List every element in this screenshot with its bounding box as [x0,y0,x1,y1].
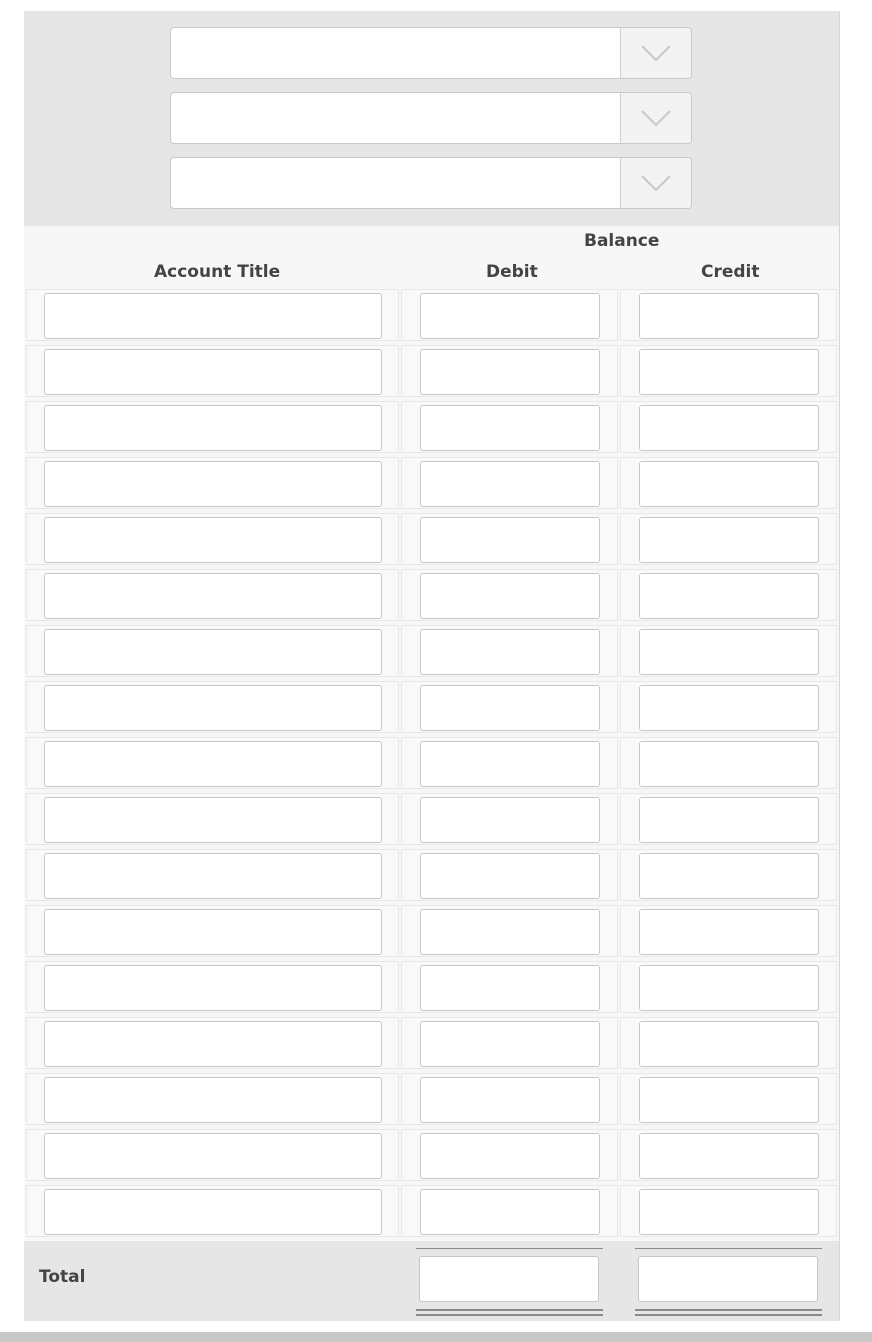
account-title-input[interactable] [44,461,382,507]
table-cell [26,401,399,453]
table-cell [26,289,399,341]
double-underline [416,1309,603,1311]
double-underline [635,1309,822,1311]
table-cell [26,905,399,957]
table-cell [620,961,837,1013]
table-cell [620,737,837,789]
company-name-dropdown[interactable] [170,27,692,79]
debit-input[interactable] [420,853,600,899]
credit-input[interactable] [639,909,819,955]
trial-balance-panel [24,11,840,1321]
debit-input[interactable] [420,1077,600,1123]
table-cell [620,289,837,341]
sum-line [416,1248,603,1249]
table-cell [620,401,837,453]
table-cell [401,1185,618,1237]
table-cell [26,793,399,845]
table-cell [401,569,618,621]
dropdown-toggle[interactable] [620,93,691,143]
account-title-input[interactable] [44,1021,382,1067]
table-cell [620,681,837,733]
table-cell [620,793,837,845]
table-cell [620,905,837,957]
account-title-input[interactable] [44,741,382,787]
table-row [24,959,839,1015]
table-cell [26,1017,399,1069]
table-cell [401,905,618,957]
table-cell [620,1073,837,1125]
table-row [24,847,839,903]
credit-input[interactable] [639,573,819,619]
table-cell [620,1017,837,1069]
total-row [24,1241,839,1321]
dropdown-toggle[interactable] [620,158,691,208]
table-cell [620,1185,837,1237]
table-cell [401,1073,618,1125]
table-row [24,567,839,623]
table-cell [26,457,399,509]
table-cell [26,681,399,733]
account-title-input[interactable] [44,293,382,339]
table-cell [26,961,399,1013]
table-cell [620,569,837,621]
table-cell [401,457,618,509]
credit-input[interactable] [639,965,819,1011]
table-row [24,623,839,679]
debit-input[interactable] [420,1133,600,1179]
credit-input[interactable] [639,1189,819,1235]
account-title-input[interactable] [44,685,382,731]
table-cell [401,625,618,677]
table-row [24,511,839,567]
table-row [24,679,839,735]
debit-input[interactable] [420,349,600,395]
credit-input[interactable] [639,461,819,507]
debit-input[interactable] [420,685,600,731]
account-title-input[interactable] [44,965,382,1011]
table-cell [620,513,837,565]
table-cell [26,849,399,901]
debit-input[interactable] [420,797,600,843]
table-cell [620,457,837,509]
credit-input[interactable] [639,405,819,451]
debit-input[interactable] [420,573,600,619]
debit-input[interactable] [420,1189,600,1235]
account-title-input[interactable] [44,1077,382,1123]
debit-input[interactable] [420,629,600,675]
credit-input[interactable] [639,741,819,787]
credit-input[interactable] [639,293,819,339]
table-cell [401,289,618,341]
table-cell [26,1073,399,1125]
account-title-input[interactable] [44,1133,382,1179]
credit-input[interactable] [639,1021,819,1067]
account-title-input[interactable] [44,629,382,675]
total-label: Total [39,1267,86,1287]
credit-input[interactable] [639,349,819,395]
credit-input[interactable] [639,853,819,899]
debit-header: Debit [486,262,538,282]
account-title-input[interactable] [44,909,382,955]
table-row [24,455,839,511]
table-cell [401,401,618,453]
table-cell [26,625,399,677]
account-title-input[interactable] [44,853,382,899]
credit-input[interactable] [639,685,819,731]
table-cell [401,513,618,565]
table-cell [620,345,837,397]
table-cell [401,1129,618,1181]
table-cell [401,737,618,789]
credit-header: Credit [701,262,760,282]
account-title-input[interactable] [44,1189,382,1235]
table-row [24,1015,839,1071]
table-cell [26,737,399,789]
table-row [24,343,839,399]
table-cell [26,1129,399,1181]
table-cell [401,1017,618,1069]
sum-line [635,1248,822,1249]
credit-input[interactable] [639,1133,819,1179]
debit-input[interactable] [420,517,600,563]
debit-input[interactable] [420,461,600,507]
table-cell [401,681,618,733]
table-cell [26,1185,399,1237]
table-cell [26,513,399,565]
table-cell [401,793,618,845]
debit-input[interactable] [420,1021,600,1067]
table-row [24,735,839,791]
total-debit-input[interactable] [419,1256,599,1302]
debit-input[interactable] [420,965,600,1011]
total-debit-cell [401,1241,618,1321]
table-row [24,1127,839,1183]
table-row [24,1071,839,1127]
table-cell [26,345,399,397]
debit-input[interactable] [420,909,600,955]
table-row [24,903,839,959]
account-title-input[interactable] [44,573,382,619]
table-cell [26,569,399,621]
double-underline [635,1314,822,1316]
credit-input[interactable] [639,517,819,563]
table-row [24,1183,839,1239]
account-title-input[interactable] [44,349,382,395]
chevron-down-icon [640,172,672,194]
credit-input[interactable] [639,1077,819,1123]
table-row [24,287,839,343]
account-title-input[interactable] [44,517,382,563]
table-cell [401,345,618,397]
chevron-down-icon [640,42,672,64]
table-row [24,399,839,455]
debit-input[interactable] [420,405,600,451]
account-title-input[interactable] [44,405,382,451]
table-cell [401,849,618,901]
heading-dropdowns-area [24,11,839,226]
credit-input[interactable] [639,629,819,675]
total-credit-cell [620,1241,837,1321]
double-underline [416,1314,603,1316]
chevron-down-icon [640,107,672,129]
table-cell [401,961,618,1013]
table-row [24,791,839,847]
total-credit-input[interactable] [638,1256,818,1302]
table-cell [620,625,837,677]
table-cell [620,849,837,901]
dropdown-toggle[interactable] [620,28,691,78]
horizontal-scrollbar[interactable] [0,1332,872,1342]
statement-date-dropdown[interactable] [170,157,692,209]
debit-input[interactable] [420,741,600,787]
debit-input[interactable] [420,293,600,339]
account-title-header: Account Title [154,262,281,282]
account-title-input[interactable] [44,797,382,843]
statement-title-dropdown[interactable] [170,92,692,144]
balance-group-header: Balance [584,231,660,251]
credit-input[interactable] [639,797,819,843]
table-cell [620,1129,837,1181]
